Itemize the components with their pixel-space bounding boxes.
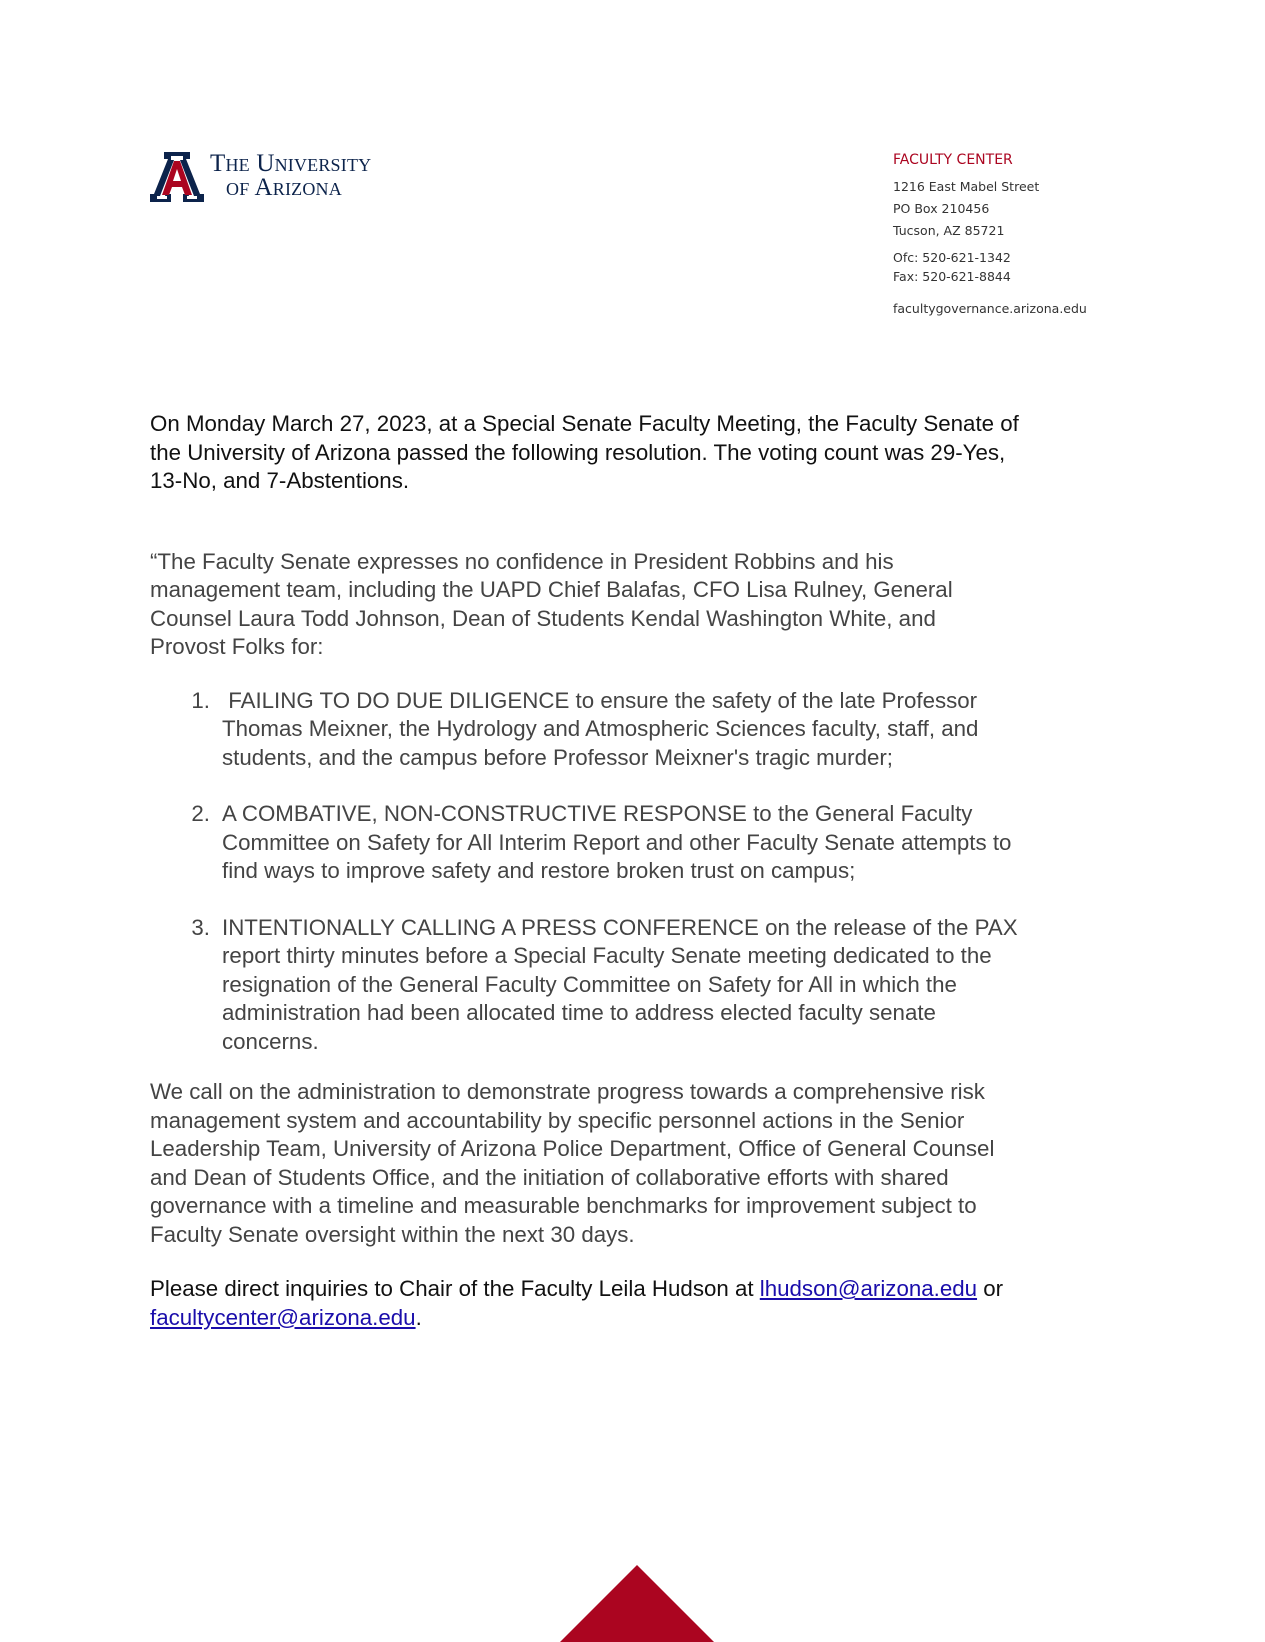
text-line: resignation of the General Faculty Committee on Safety for All in which the <box>222 971 957 997</box>
logo-text-line2: of Arizona <box>226 174 342 201</box>
list-item <box>150 800 1130 886</box>
faculty-center-email-link[interactable]: facultycenter@arizona.edu <box>150 1304 416 1330</box>
text-line: Counsel Laura Todd Johnson, Dean of Students Kendal Washington White, and <box>150 605 936 631</box>
resolution-list <box>150 687 1130 1057</box>
contact-text: . <box>415 1304 422 1330</box>
text-line: INTENTIONALLY CALLING A PRESS CONFERENCE on the release of the PAX <box>222 914 1018 940</box>
university-logo <box>150 152 371 202</box>
text-line: report thirty minutes before a Special Faculty Senate meeting dedicated to the <box>222 943 992 968</box>
logo-text-line1: The University <box>210 150 372 177</box>
text-line: FAILING TO DO DUE DILIGENCE to ensure the safety of the late Professor <box>222 687 978 713</box>
footer-triangle-decoration <box>560 1565 714 1642</box>
text-line: concerns. <box>222 1028 319 1054</box>
block-a-logo-icon <box>150 152 204 202</box>
text-line: On Monday March 27, 2023, at a Special Senate Faculty Meeting, the Faculty Senate of <box>150 411 1019 436</box>
contact-text: Please direct inquiries to Chair of the Faculty Leila Hudson at <box>150 1276 760 1301</box>
text-line: 13-No, and 7-Abstentions. <box>150 468 410 493</box>
text-line: Leadership Team, University of Arizona Police Department, Office of General Counsel <box>150 1136 995 1161</box>
text-line: We call on the administration to demonstrate progress towards a comprehensive risk <box>150 1079 985 1104</box>
chair-email-link[interactable]: lhudson@arizona.edu <box>759 1276 978 1301</box>
list-item <box>150 914 1130 1057</box>
department-name: FACULTY CENTER <box>893 152 1013 168</box>
text-line: Thomas Meixner, the Hydrology and Atmospheric Sciences faculty, staff, and <box>222 716 979 741</box>
list-number: 2. <box>191 801 210 826</box>
text-line: the University of Arizona passed the following resolution. The voting count was 29-Yes, <box>150 439 1006 465</box>
text-line: governance with a timeline and measurable benchmarks for improvement subject to <box>150 1193 977 1218</box>
text-line: students, and the campus before Professor Meixner's tragic murder; <box>222 744 893 770</box>
list-item <box>150 687 1130 773</box>
list-number: 1. <box>191 687 210 713</box>
text-line: Provost Folks for: <box>150 634 324 659</box>
intro-paragraph <box>150 410 1130 496</box>
contact-paragraph <box>150 1275 1130 1332</box>
resolution-paragraph <box>150 548 1130 662</box>
text-line: and Dean of Students Office, and the initiation of collaborative efforts with shared <box>150 1164 949 1190</box>
letterhead-address <box>893 152 1087 320</box>
text-line: administration had been allocated time to address elected faculty senate <box>222 1000 936 1025</box>
call-paragraph <box>150 1078 1130 1249</box>
text-line: Committee on Safety for All Interim Report and other Faculty Senate attempts to <box>222 829 1012 855</box>
website[interactable]: facultygovernance.arizona.edu <box>893 301 1087 316</box>
text-line: Faculty Senate oversight within the next 30 days. <box>150 1221 635 1247</box>
letter-body <box>150 411 1130 1332</box>
text-line: “The Faculty Senate expresses no confidence in President Robbins and his <box>150 548 894 574</box>
address-line: PO Box 210456 <box>893 201 990 216</box>
text-line: management system and accountability by specific personnel actions in the Senior <box>150 1107 965 1133</box>
office-phone: Ofc: 520-621-1342 <box>893 250 1011 265</box>
fax-number: Fax: 520-621-8844 <box>893 269 1011 284</box>
text-line: A COMBATIVE, NON-CONSTRUCTIVE RESPONSE to the General Faculty <box>222 801 973 826</box>
address-line: 1216 East Mabel Street <box>893 179 1040 194</box>
contact-text: or <box>977 1276 1004 1301</box>
text-line: find ways to improve safety and restore broken trust on campus; <box>222 858 856 883</box>
list-number: 3. <box>191 914 210 940</box>
text-line: management team, including the UAPD Chief Balafas, CFO Lisa Rulney, General <box>150 577 953 602</box>
address-line: Tucson, AZ 85721 <box>893 223 1005 238</box>
